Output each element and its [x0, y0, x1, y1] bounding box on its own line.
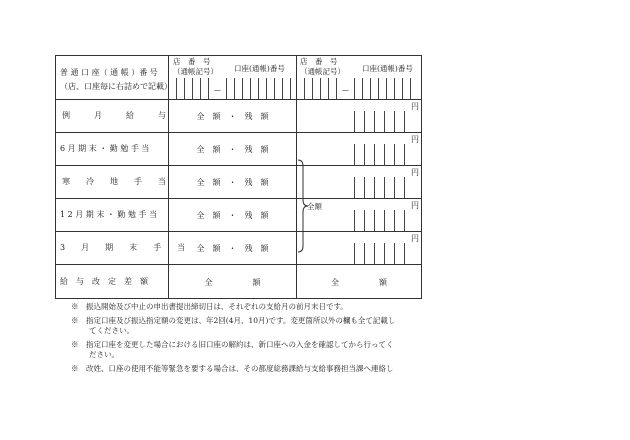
- store-number-label-2: [300, 57, 345, 77]
- table-border-right: [421, 55, 422, 299]
- note-4: ※ 改姓、口座の使用不能等緊急を要する場合は、その都度総務課給与支給事務担当課へ連絡し: [71, 364, 394, 373]
- amount-choice[interactable]: 全 額 ・ 残 額: [196, 178, 269, 187]
- amount-choice[interactable]: 全 額 ・ 残 額: [196, 112, 269, 121]
- store-number-text: 店 番 号: [300, 57, 338, 66]
- full-amount-1[interactable]: 全 額: [204, 278, 261, 287]
- yen-label: 円: [411, 234, 419, 243]
- table-border-bottom: [55, 298, 422, 299]
- row-label-salary-revision: 給 与 改 定 差 額: [60, 277, 148, 286]
- table-border-left: [55, 55, 56, 299]
- passbook-symbol-text: （通帳記号）: [173, 67, 218, 76]
- table-border-top: [55, 55, 422, 56]
- note-2-cont: てください。: [89, 326, 134, 335]
- yen-label: 円: [411, 102, 419, 111]
- store-number-label-1: [173, 57, 218, 77]
- yen-label: 円: [411, 201, 419, 210]
- row-label-june-bonus: 6 月 期 末 ・ 勤 勉 手 当: [60, 144, 150, 153]
- brace-label: 全額: [307, 202, 322, 211]
- yen-label: 円: [411, 135, 419, 144]
- note-3: ※ 指定口座を変更した場合における旧口座の解約は、新口座への入金を確認してから行ってく: [71, 340, 394, 349]
- yen-label: 円: [411, 168, 419, 177]
- header-label: [60, 66, 172, 94]
- row-label-december-bonus: 1 2 月 期 末 ・ 勤 勉 手 当: [60, 210, 158, 219]
- row-label-march-allowance: 3 月 期 末 手 当: [60, 243, 186, 252]
- row-line: [55, 264, 422, 265]
- note-1: ※ 振込開始及び中止の申出書提出締切日は、それぞれの支給月の前月末日です。: [71, 302, 348, 311]
- row-line: [55, 231, 422, 232]
- dash: —: [214, 86, 221, 94]
- dash: —: [342, 86, 349, 94]
- row-line: [55, 165, 422, 166]
- store-number-text: 店 番 号: [173, 57, 211, 66]
- full-amount-2[interactable]: 全 額: [331, 278, 387, 287]
- account-number-label-2: 口座(通帳)番号: [362, 64, 413, 73]
- row-label-cold-allowance: 寒 冷 地 手 当: [62, 177, 166, 186]
- amount-choice[interactable]: 全 額 ・ 残 額: [196, 211, 269, 220]
- amount-choice[interactable]: 全 額 ・ 残 額: [196, 244, 269, 253]
- header-label-line1: 普 通 口 座（ 通 帳 ）番 号: [60, 68, 158, 77]
- header-bottom-line: [55, 99, 422, 100]
- note-2: ※ 指定口座及び振込指定額の変更は、年2回(4月、10月)です。変更箇所以外の欄も全て記載し: [71, 316, 396, 325]
- account-number-label-1: 口座(通帳)番号: [234, 64, 285, 73]
- amount-choice[interactable]: 全 額 ・ 残 額: [196, 145, 269, 154]
- note-3-cont: ださい。: [89, 350, 119, 359]
- row-line: [55, 198, 422, 199]
- row-label-monthly-salary: 例 月 給 与: [62, 111, 166, 120]
- passbook-symbol-text: （通帳記号）: [300, 67, 345, 76]
- header-label-line2: （店、口座毎に右詰めで記載）: [60, 82, 172, 91]
- row-line: [55, 132, 422, 133]
